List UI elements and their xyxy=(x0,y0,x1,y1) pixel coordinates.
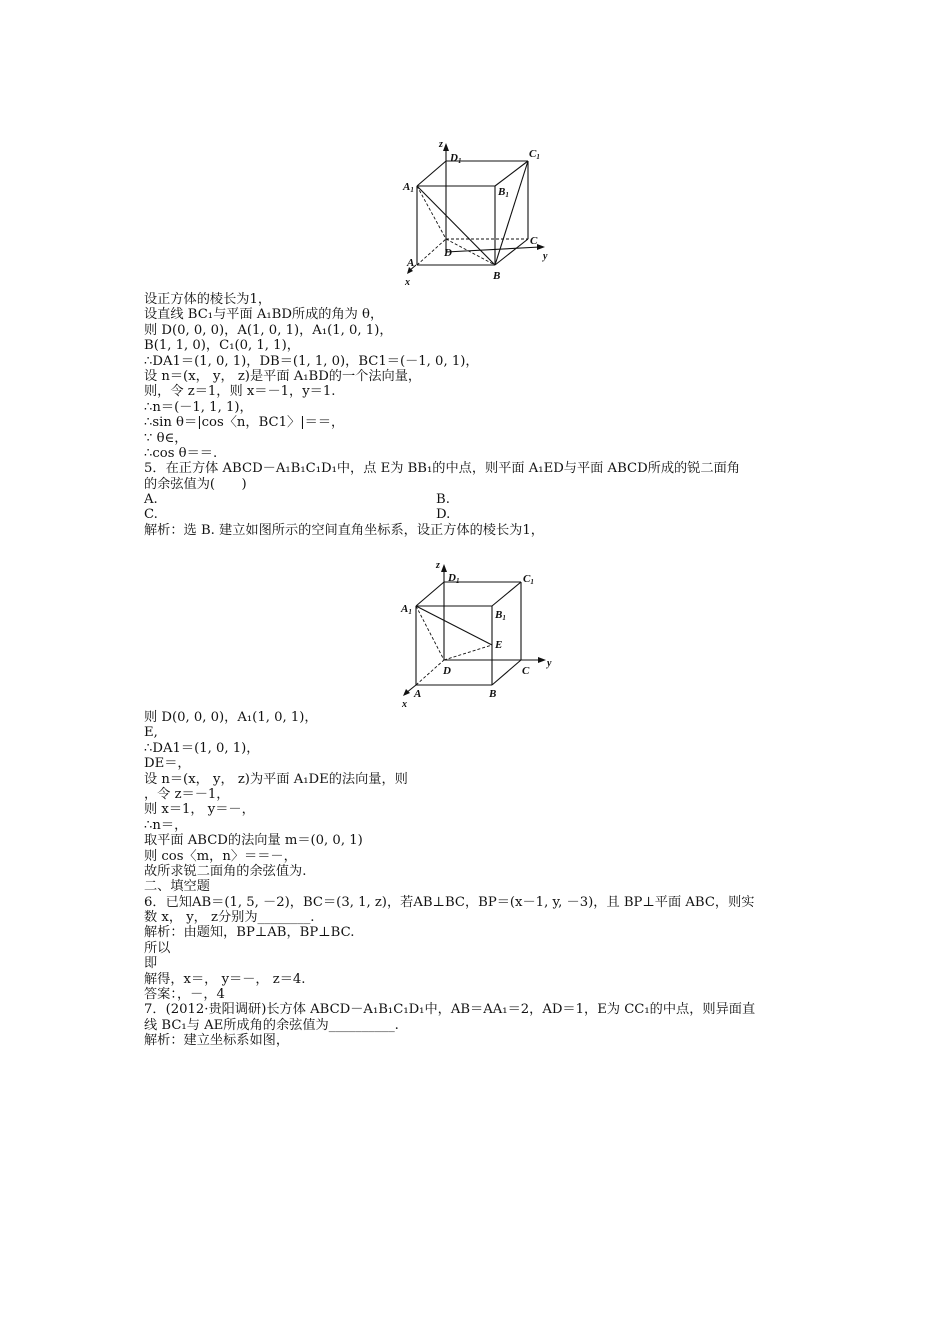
cube-diagram-2 xyxy=(395,558,565,710)
text-line: ∴cos θ＝＝. xyxy=(144,445,218,461)
label-D: D xyxy=(443,665,451,677)
label-x: x xyxy=(405,277,410,288)
label-C1: C1 xyxy=(523,573,534,586)
label-B1: B1 xyxy=(498,186,509,199)
text-line: 设直线 BC₁与平面 A₁BD所成的角为 θ， xyxy=(144,307,384,323)
text-line: 则 D(0, 0, 0)，A(1, 0, 1)，A₁(1, 0, 1)， xyxy=(144,322,393,338)
option-b: B. xyxy=(436,492,450,508)
label-A: A xyxy=(414,688,422,700)
text-line: 则 x＝1， y＝－， xyxy=(144,802,255,818)
text-line: 故所求锐二面角的余弦值为. xyxy=(144,863,307,879)
label-y: y xyxy=(543,251,548,262)
text-line: 即 xyxy=(144,956,158,972)
text-line: 解析：由题知，BP⊥AB，BP⊥BC. xyxy=(144,925,355,941)
text-line: B(1, 1, 0)，C₁(0, 1, 1)， xyxy=(144,338,300,354)
cube-diagram-1 xyxy=(395,135,565,290)
figure-cube-2 xyxy=(395,558,565,710)
label-B: B xyxy=(493,270,501,282)
text-line: 则，令 z＝1，则 x＝－1，y＝1. xyxy=(144,384,336,400)
text-line: 设 n＝(x， y， z)为平面 A₁DE的法向量，则 xyxy=(144,771,408,787)
label-D1: D1 xyxy=(448,572,460,585)
solution-5-intro: 解析：选 B. 建立如图所示的空间直角坐标系，设正方体的棱长为1， xyxy=(144,522,544,538)
text-line: 取平面 ABCD的法向量 m＝(0, 0, 1) xyxy=(144,833,363,849)
option-d: D. xyxy=(436,507,451,523)
label-C1: C1 xyxy=(529,148,540,161)
section-heading: 二、填空题 xyxy=(144,879,210,895)
label-D1: D1 xyxy=(450,152,462,165)
label-D: D xyxy=(444,247,452,259)
text-line: 解得，x＝， y＝－， z＝4. xyxy=(144,971,306,987)
solution-block-1 xyxy=(144,292,824,538)
text-line: E, xyxy=(144,725,158,741)
label-C: C xyxy=(522,665,530,677)
label-z: z xyxy=(439,139,443,150)
label-B1: B1 xyxy=(495,609,506,622)
text-line: ∴DA1＝(1, 0, 1)， xyxy=(144,740,260,756)
label-y: y xyxy=(547,658,552,669)
text-line: ∵ θ∈， xyxy=(144,430,188,446)
text-line: ∴n＝， xyxy=(144,817,188,833)
label-z: z xyxy=(436,560,440,571)
label-B: B xyxy=(489,688,497,700)
text-line: 解析：建立坐标系如图， xyxy=(144,1033,290,1049)
figure-cube-1 xyxy=(395,135,565,290)
label-A: A xyxy=(407,257,415,269)
option-a: A. xyxy=(144,492,158,508)
solution-block-2 xyxy=(144,710,824,1049)
text-line: 则 D(0, 0, 0)，A₁(1, 0, 1)， xyxy=(144,710,318,725)
question-7-line: 7．(2012·贵阳调研)长方体 ABCD－A₁B₁C₁D₁中，AB＝AA₁＝2，AD＝1，E为 CC₁的中点，则异面直 xyxy=(144,1002,756,1018)
text-line: 则 cos〈m，n〉＝＝－， xyxy=(144,848,297,864)
question-6-line: 数 x， y， z分别为________. xyxy=(144,910,315,926)
option-c: C. xyxy=(144,507,158,523)
answer-line: 答案：，－，4 xyxy=(144,987,225,1003)
label-A1: A1 xyxy=(401,603,412,616)
text-line: 所以 xyxy=(144,940,171,956)
text-line: ∴DA1＝(1, 0, 1)，DB＝(1, 1, 0)，BC1＝(－1, 0, 1)， xyxy=(144,353,479,369)
text-line: 设正方体的棱长为1， xyxy=(144,292,272,307)
label-C: C xyxy=(530,235,538,247)
options-row-1 xyxy=(144,492,824,507)
question-5-line: 的余弦值为( ) xyxy=(144,476,247,492)
question-7-line: 线 BC₁与 AE所成角的余弦值为__________. xyxy=(144,1017,399,1033)
question-6-line: 6．已知AB＝(1, 5, －2)，BC＝(3, 1, z)，若AB⊥BC，BP＝(x－1, y, －3)，且 BP⊥平面 ABC，则实 xyxy=(144,894,755,910)
options-row-2 xyxy=(144,507,824,522)
label-x: x xyxy=(402,699,407,710)
question-5-line: 5．在正方体 ABCD－A₁B₁C₁D₁中，点 E为 BB₁的中点，则平面 A₁ED与平面 ABCD所成的锐二面角 xyxy=(144,461,740,477)
text-line: 设 n＝(x， y， z)是平面 A₁BD的一个法向量， xyxy=(144,368,422,384)
label-A1: A1 xyxy=(403,181,414,194)
text-line: ∴sin θ＝|cos〈n，BC1〉|＝＝， xyxy=(144,415,345,431)
text-line: DE＝， xyxy=(144,756,191,772)
text-line: ∴n＝(－1, 1, 1)， xyxy=(144,399,253,415)
text-line: ，令 z＝－1， xyxy=(144,786,230,802)
label-E: E xyxy=(495,639,503,651)
